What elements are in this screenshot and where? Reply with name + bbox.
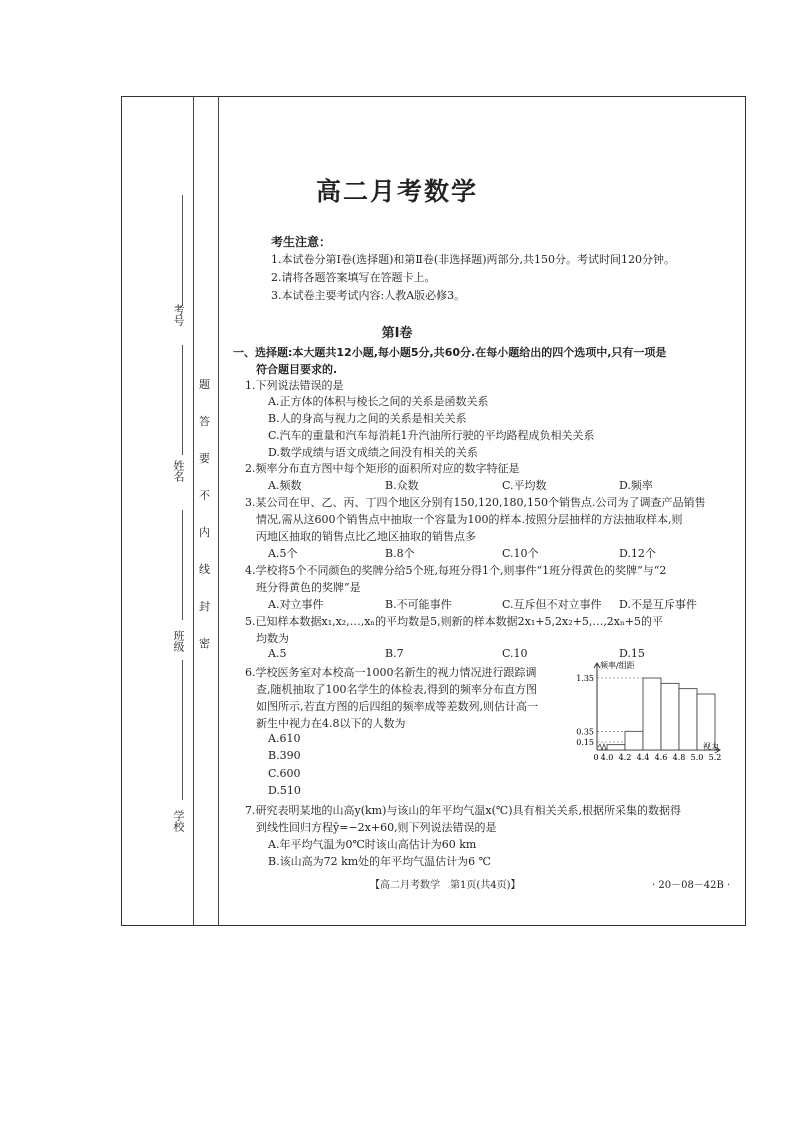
q7-option-b: B.该山高为72 km处的年平均气温估计为6 ℃ [268,855,491,868]
banji-line [182,510,183,620]
q1-stem: 1.下列说法错误的是 [245,379,344,392]
q7-stem: 7.研究表明某地的山高y(km)与该山的年平均气温x(℃)具有相关关系,根据所采集的数据得 [245,804,681,817]
histogram-bar [625,731,643,750]
section-heading: 一、选择题:本大题共12小题,每小题5分,共60分.在每小题给出的四个选项中,只有一项是 [233,346,667,359]
x-tick-label: 4.6 [654,753,668,762]
seal-char: 密 [199,637,210,650]
histogram-bar [679,689,697,750]
q3-stem: 丙地区抽取的销售点比乙地区抽取的销售点多 [256,530,476,543]
histogram-bar [643,678,661,750]
seal-char: 封 [199,600,210,613]
exam-title: 高二月考数学 [315,177,478,206]
x-tick-label: 4.0 [600,753,614,762]
q3-stem: 3.某公司在甲、乙、丙、丁四个地区分别有150,120,180,150个销售点.公司为了调查产品销售 [245,496,706,509]
kaohao-line [182,195,183,305]
x-tick-label: 4.4 [636,753,650,762]
notice-heading: 考生注意： [271,235,332,249]
q3-option-b: B.8个 [385,547,415,560]
q6-stem: 查,随机抽取了100名学生的体检表,得到的频率分布直方图 [256,683,537,696]
y-tick-label: 0.15 [576,738,594,747]
q1-option-b: B.人的身高与视力之间的关系是相关关系 [268,412,467,425]
q7-stem: 到线性回归方程ŷ=−2x+60,则下列说法错误的是 [256,821,497,834]
x-tick-label: 5.0 [690,753,704,762]
seal-char: 内 [199,526,210,539]
notice-item: 2.请将各题答案填写在答题卡上。 [271,271,436,284]
q1-option-d: D.数学成绩与语文成绩之间没有相关的关系 [268,446,478,459]
q6-stem: 如图所示,若直方图的后四组的频率成等差数列,则估计高一 [256,700,538,713]
kaohao-label: 考号 [172,304,185,326]
q5-option-b: B.7 [385,647,404,660]
q2-option-a: A.频数 [268,479,302,492]
q4-stem: 4.学校将5个不同颜色的奖牌分给5个班,每班分得1个,则事件“1班分得黄色的奖牌”与“2 [245,564,667,577]
y-tick-label: 0.35 [576,727,594,737]
xuexiao-line [182,660,183,800]
q4-option-a: A.对立事件 [268,598,324,611]
q5-stem: 均数为 [256,632,289,645]
q6-option-a: A.610 [268,732,301,745]
q3-stem: 情况,需从这600个销售点中抽取一个容量为100的样本.按照分层抽样的方法抽取样本,则 [256,513,683,526]
axis-break [598,744,608,750]
q6-option-d: D.510 [268,784,301,797]
q2-option-d: D.频率 [619,479,653,492]
q5-option-d: D.15 [619,647,645,660]
q1-option-a: A.正方体的体积与棱长之间的关系是函数关系 [268,395,489,408]
q7-option-a: A.年平均气温为0℃时该山高估计为60 km [268,838,477,851]
notice-item: 1.本试卷分第Ⅰ卷(选择题)和第Ⅱ卷(非选择题)两部分,共150分。考试时间120分钟。 [271,253,675,266]
seal-char: 不 [199,489,210,502]
q6-option-c: C.600 [268,767,301,780]
x-tick-label: 0 [593,753,599,762]
q4-option-b: B.不可能事件 [385,598,452,611]
y-tick-label: 1.35 [576,674,594,683]
seal-char: 答 [199,415,210,428]
notice-item: 3.本试卷主要考试内容:人教A版必修3。 [271,289,466,302]
seal-char: 线 [199,563,210,576]
q3-option-c: C.10个 [502,547,539,560]
q4-stem: 班分得黄色的奖牌”是 [256,581,361,594]
q6-stem: 6.学校医务室对本校高一1000名新生的视力情况进行跟踪调 [245,666,537,679]
q4-option-d: D.不是互斥事件 [619,598,697,611]
x-axis-label: 视力 [703,742,719,751]
binding-line [193,96,194,926]
histogram-bar [661,683,679,750]
section-heading-cont: 符合题目要求的. [256,363,338,376]
q2-stem: 2.频率分布直方图中每个矩形的面积所对应的数字特征是 [245,462,520,475]
q1-option-c: C.汽车的重量和汽车每消耗1升汽油所行驶的平均路程成负相关关系 [268,429,595,442]
binding-line [218,96,219,926]
histogram-bar [607,745,625,750]
q2-option-c: C.平均数 [502,479,547,492]
q5-option-c: C.10 [502,647,528,660]
xingming-line [182,345,183,455]
part-title: 第Ⅰ卷 [381,326,413,341]
xingming-label: 姓名 [172,460,185,482]
banji-label: 班级 [172,630,185,652]
q3-option-a: A.5个 [268,547,298,560]
footer-page-info: 【高二月考数学 第1页(共4页)】 [370,880,521,891]
q6-stem: 新生中视力在4.8以下的人数为 [256,717,406,730]
x-tick-label: 5.2 [708,753,722,762]
q3-option-d: D.12个 [619,547,656,560]
q6-option-b: B.390 [268,749,301,762]
seal-char: 要 [199,452,210,465]
x-tick-label: 4.8 [672,753,686,762]
xuexiao-label: 学校 [172,810,185,832]
footer-code: · 20－08－42B · [652,880,731,891]
seal-char: 题 [199,378,210,391]
y-axis-label: 频率/组距 [600,661,635,670]
q2-option-b: B.众数 [385,479,419,492]
x-tick-label: 4.2 [618,753,632,762]
q5-option-a: A.5 [268,647,287,660]
vision-histogram [565,660,730,765]
q5-stem: 5.已知样本数据x₁,x₂,…,xₙ的平均数是5,则新的样本数据2x₁+5,2x₂+5,…,2xₙ+5的平 [245,615,663,628]
q4-option-c: C.互斥但不对立事件 [502,598,602,611]
